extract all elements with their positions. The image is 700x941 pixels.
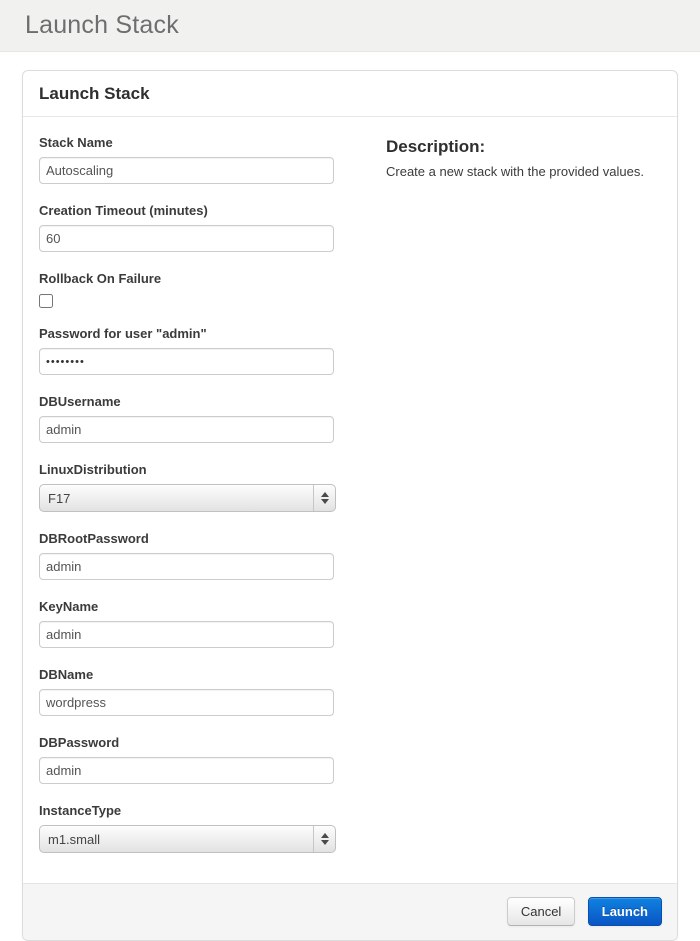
creation-timeout-label: Creation Timeout (minutes)	[39, 203, 208, 218]
db-password-label: DBPassword	[39, 735, 120, 750]
select-stepper-arrows-icon	[313, 826, 335, 852]
stack-name-label: Stack Name	[39, 135, 113, 150]
field-rollback-on-failure	[39, 271, 386, 313]
key-name-label: KeyName	[39, 599, 99, 614]
description-heading: Description:	[386, 137, 486, 156]
select-stepper-arrows-icon	[313, 485, 335, 511]
field-stack-name	[39, 135, 386, 184]
launch-button[interactable]: Launch	[588, 897, 662, 926]
linux-distribution-selected-value: F17	[48, 490, 71, 506]
db-username-input[interactable]	[39, 416, 334, 443]
admin-password-input[interactable]	[39, 348, 334, 375]
field-creation-timeout	[39, 203, 386, 252]
form-column	[39, 135, 386, 853]
modal-footer	[23, 883, 677, 940]
arrow-up-icon	[321, 492, 329, 497]
stack-name-input[interactable]	[39, 157, 334, 184]
field-instance-type	[39, 803, 386, 853]
page-title: Launch Stack	[25, 11, 179, 39]
field-linux-distribution	[39, 462, 386, 512]
arrow-up-icon	[321, 833, 329, 838]
rollback-on-failure-label: Rollback On Failure	[39, 271, 162, 286]
field-db-password	[39, 735, 386, 784]
db-name-input[interactable]	[39, 689, 334, 716]
db-root-password-input[interactable]	[39, 553, 334, 580]
db-username-label: DBUsername	[39, 394, 121, 409]
admin-password-label: Password for user "admin"	[39, 326, 207, 341]
creation-timeout-input[interactable]	[39, 225, 334, 252]
modal-title: Launch Stack	[39, 84, 150, 103]
modal-body	[23, 117, 677, 883]
arrow-down-icon	[321, 499, 329, 504]
linux-distribution-label: LinuxDistribution	[39, 462, 147, 477]
field-db-name	[39, 667, 386, 716]
cancel-button[interactable]: Cancel	[507, 897, 575, 926]
modal-header	[23, 71, 677, 117]
field-key-name	[39, 599, 386, 648]
description-text: Create a new stack with the provided values.	[386, 164, 644, 179]
key-name-input[interactable]	[39, 621, 334, 648]
field-admin-password	[39, 326, 386, 375]
db-password-input[interactable]	[39, 757, 334, 784]
db-name-label: DBName	[39, 667, 94, 682]
description-column	[386, 135, 661, 853]
field-db-username	[39, 394, 386, 443]
arrow-down-icon	[321, 840, 329, 845]
instance-type-selected-value: m1.small	[48, 831, 101, 847]
rollback-on-failure-checkbox[interactable]	[39, 294, 53, 308]
instance-type-label: InstanceType	[39, 803, 122, 818]
launch-stack-modal	[22, 70, 678, 941]
field-db-root-password	[39, 531, 386, 580]
db-root-password-label: DBRootPassword	[39, 531, 149, 546]
page-header	[0, 0, 700, 52]
linux-distribution-select[interactable]	[39, 484, 336, 512]
instance-type-select[interactable]	[39, 825, 336, 853]
